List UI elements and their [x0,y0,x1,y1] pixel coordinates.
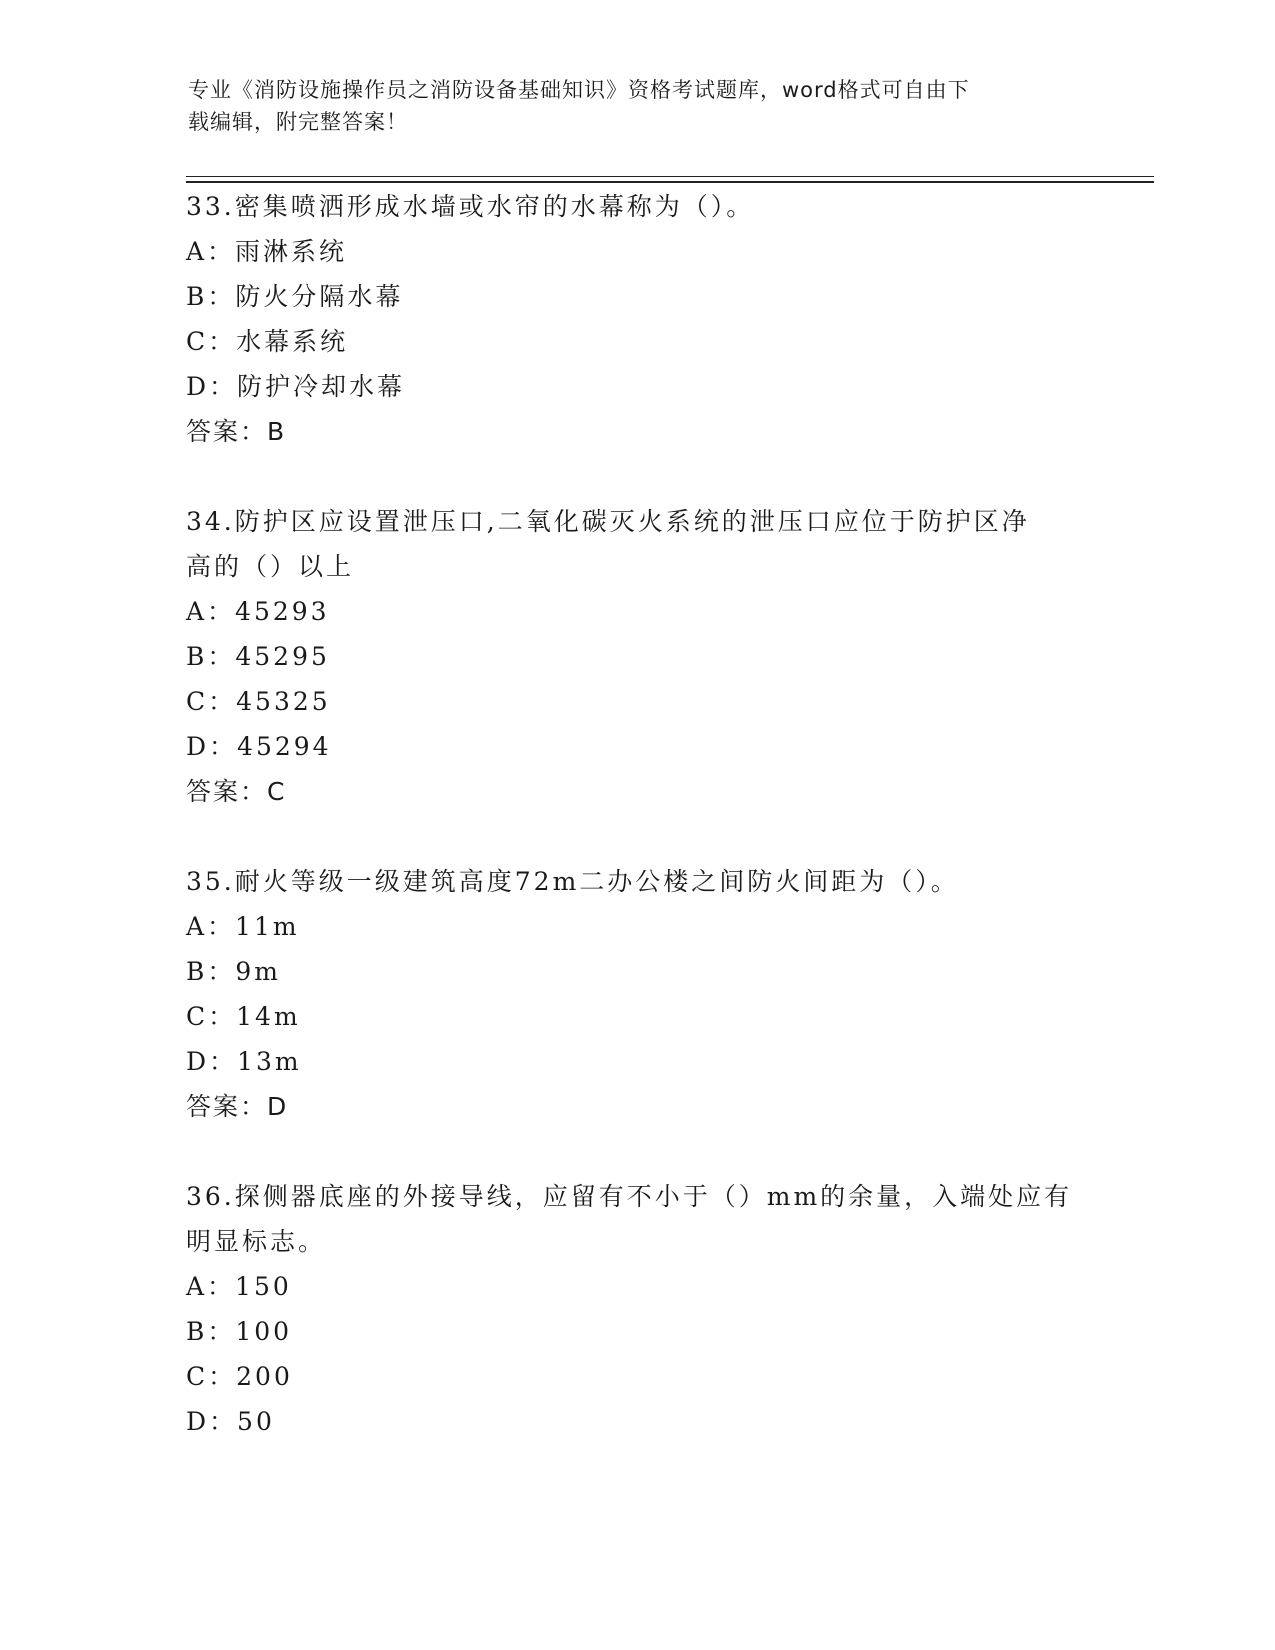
question-34-option-b: B：45295 [186,642,330,671]
question-34-answer: 答案：C [186,777,287,806]
question-35-stem: 35.耐火等级一级建筑高度72m二办公楼之间防火间距为（）。 [186,867,959,896]
header-line-1: 专业《消防设施操作员之消防设备基础知识》资格考试题库，word格式可自由下 [188,78,970,102]
header-divider-thin [186,176,1154,177]
question-35-option-b: B：9m [186,957,281,986]
question-35-option-a: A：11m [186,912,300,941]
question-34-stem-line-2: 高的（）以上 [186,552,355,581]
question-36-stem-line-2: 明显标志。 [186,1227,327,1256]
question-33-option-c: C：水幕系统 [186,327,349,356]
document-header [188,74,1068,138]
question-36-option-c: C：200 [186,1362,293,1391]
question-33-stem: 33.密集喷洒形成水墙或水帘的水幕称为（）。 [186,192,755,221]
question-35-answer: 答案：D [186,1092,289,1121]
question-33-option-a: A：雨淋系统 [186,237,348,266]
question-36-option-a: A：150 [186,1272,292,1301]
question-36-option-b: B：100 [186,1317,293,1346]
question-35-option-c: C：14m [186,1002,301,1031]
question-36-option-d: D：50 [186,1407,275,1436]
question-34-option-a: A：45293 [186,597,330,626]
question-33-option-d: D：防护冷却水幕 [186,372,406,401]
header-line-2: 载编辑，附完整答案！ [188,110,408,134]
question-36-stem-line-1: 36.探侧器底座的外接导线，应留有不小于（）mm的余量，入端处应有 [186,1182,1073,1211]
question-35-option-d: D：13m [186,1047,302,1076]
header-divider-thick [186,181,1154,183]
question-33-option-b: B：防火分隔水幕 [186,282,404,311]
question-33-answer: 答案：B [186,417,287,446]
question-34-stem-line-1: 34.防护区应设置泄压口,二氧化碳灭火系统的泄压口应位于防护区净 [186,507,1030,536]
question-34-option-c: C：45325 [186,687,331,716]
question-34-option-d: D：45294 [186,732,332,761]
